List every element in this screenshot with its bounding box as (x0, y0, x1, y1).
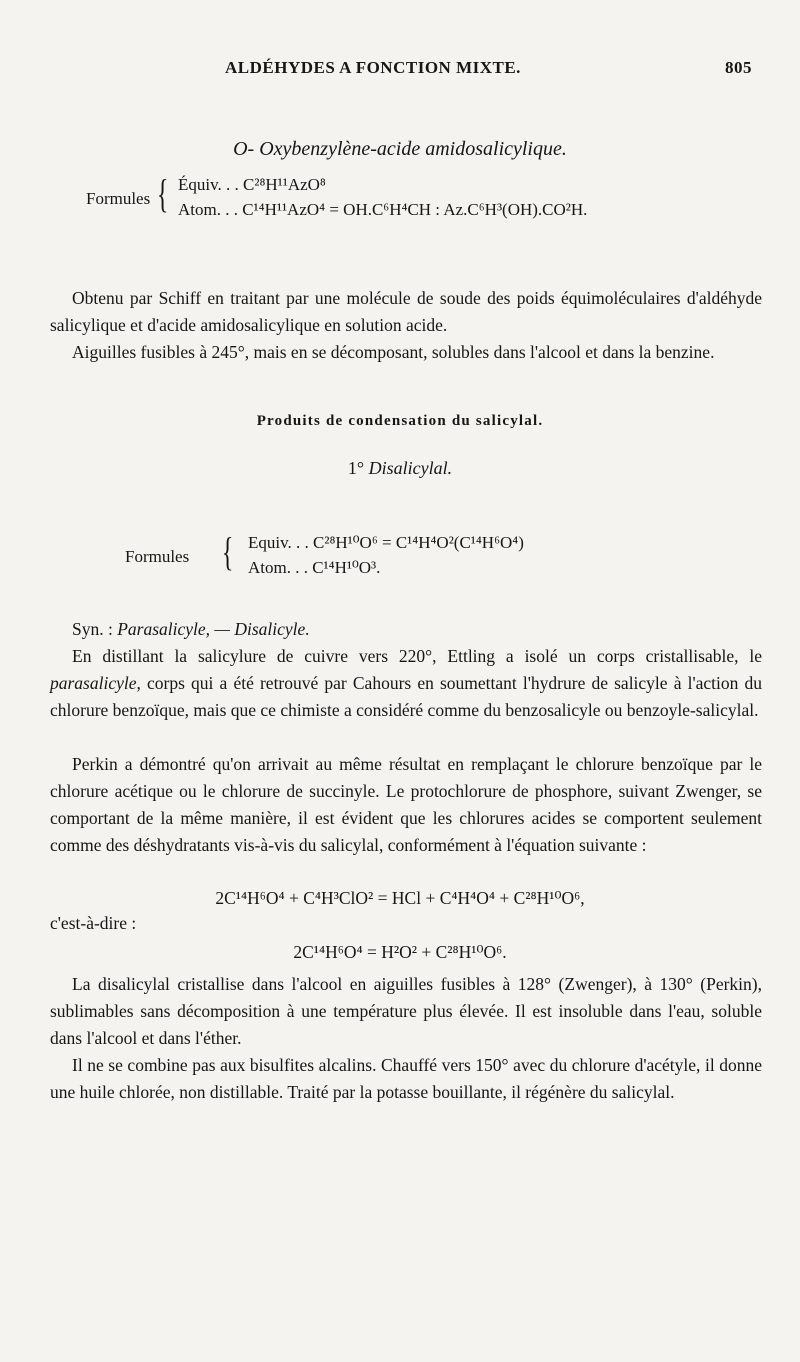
paragraph-crystallisation: La disalicylal cristallise dans l'alcool en aiguilles fusibles à 128° (Zwenger), à 130° (Perkin), sublimables sans décomposition à une température plus élevée. Il est insoluble dans l'eau, soluble dans l'alcool et dans l'éther. (50, 974, 762, 1048)
cest-a-dire: c'est-à-dire : (50, 913, 137, 933)
subsection-heading: Produits de condensation du salicylal. (256, 413, 544, 429)
italic-term: parasalicyle (50, 673, 137, 693)
formula-block-2 (0, 530, 800, 590)
equation-2: 2C¹⁴H⁶O⁴ = H²O² + C²⁸H¹⁰O⁶. (293, 942, 507, 962)
synonyms-prefix: Syn. : (72, 619, 118, 639)
formula-atom: Atom. . . C¹⁴H¹¹AzO⁴ = OH.C⁶H⁴CH : Az.C⁶H³(OH).CO²H. (178, 200, 588, 219)
formula-label: Formules (125, 547, 190, 566)
formula-atom: Atom. . . C¹⁴H¹⁰O³. (248, 558, 381, 577)
formula-label: Formules (86, 189, 151, 208)
paragraph-ettling (50, 643, 762, 724)
paragraph-properties: Aiguilles fusibles à 245°, mais en se décomposant, solubles dans l'alcool et dans la benzine. (72, 342, 715, 362)
synonyms-line (72, 616, 762, 643)
running-title: ALDÉHYDES A FONCTION MIXTE. (225, 58, 521, 77)
formula-equiv: Equiv. . . C²⁸H¹⁰O⁶ = C¹⁴H⁴O²(C¹⁴H⁶O⁴) (248, 533, 524, 552)
page-header (225, 58, 752, 78)
equation-1: 2C¹⁴H⁶O⁴ + C⁴H³ClO² = HCl + C⁴H⁴O⁴ + C²⁸H¹⁰O⁶, (215, 888, 585, 908)
paragraph-bisulfites: Il ne se combine pas aux bisulfites alcalins. Chauffé vers 150° avec du chlorure d'acétyle, il donne une huile chlorée, non distillable. Traité par la potasse bouillante, il régénère du salicylal. (50, 1055, 762, 1102)
brace-icon: { (156, 171, 169, 216)
subsection-number: 1° (347, 458, 365, 478)
subsection-name: Disalicylal. (368, 458, 453, 478)
text-run: , corps qui a été retrouvé par Cahours en soumettant l'hydrure de salicyle à l'action du chlorure benzoïque, mais que ce chimiste a considéré comme du benzosalicyle ou benzoyle-salicylal. (50, 673, 762, 720)
page-number: 805 (725, 58, 752, 77)
subsection-title (0, 458, 800, 479)
paragraph-synthesis: Obtenu par Schiff en traitant par une molécule de soude des poids équimoléculaires d'aldéhyde salicylique et d'acide amidosalicylique en solution acide. (50, 288, 762, 335)
text-run: En distillant la salicylure de cuivre vers 220°, Ettling a isolé un corps cristallisable, le (72, 646, 762, 666)
paragraph-perkin: Perkin a démontré qu'on arrivait au même résultat en remplaçant le chlorure benzoïque par le chlorure acétique ou le chlorure de succinyle. Le protochlorure de phosphore, suivant Zwenger, se comportant de la même manière, il est évident que les chlorures acides se comportent seulement comme des déshydratants vis-à-vis du salicylal, conformément à l'équation suivante : (50, 754, 762, 855)
formula-equiv: Équiv. . . C²⁸H¹¹AzO⁸ (178, 175, 326, 194)
section-title: O- Oxybenzylène-acide amidosalicylique. (233, 138, 567, 160)
brace-icon: { (221, 529, 234, 574)
formula-block-1 (0, 172, 800, 232)
synonyms-text: Parasalicyle, — Disalicyle. (117, 619, 310, 639)
